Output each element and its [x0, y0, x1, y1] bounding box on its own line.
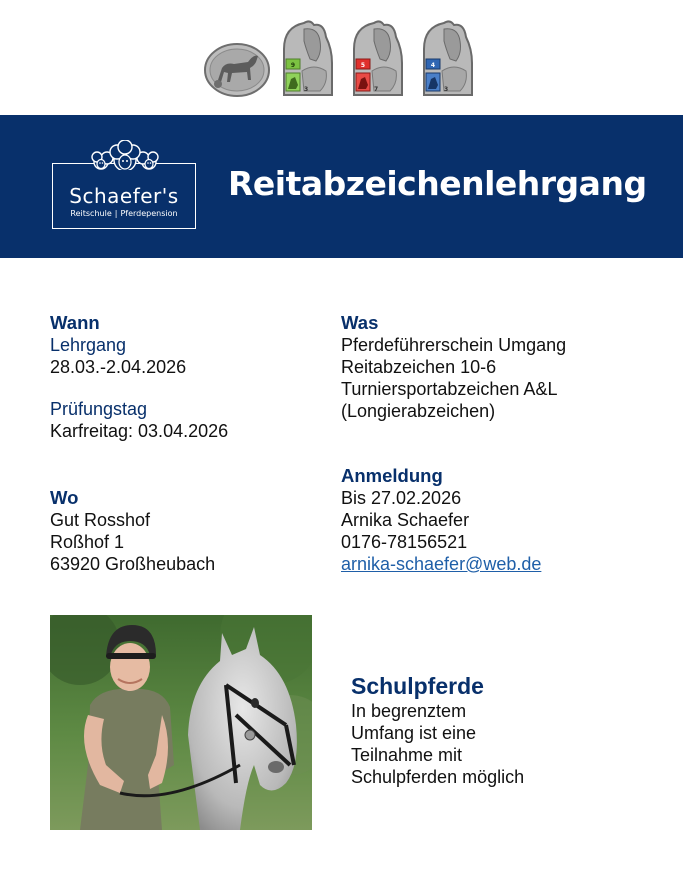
wann-heading: Wann [50, 312, 100, 333]
wo-line: Gut Rosshof [50, 510, 151, 530]
schulpferde-line: Teilnahme mit [351, 745, 463, 765]
wann-section [50, 312, 228, 442]
logo-subtitle [53, 209, 195, 218]
sheep-logo-icon [89, 140, 161, 178]
was-line: (Longierabzeichen) [341, 401, 496, 421]
wo-section [50, 487, 215, 575]
badge-blue-number-top: 4 [430, 62, 436, 69]
schulpferde-line: In begrenztem [351, 701, 467, 721]
badge-green-number-top: 9 [290, 62, 296, 69]
contact-email-link[interactable]: arnika-schaefer@web.de [341, 554, 542, 574]
was-line: Pferdeführerschein Umgang [341, 335, 567, 355]
pruefungstag-value: Karfreitag: 03.04.2026 [50, 421, 229, 441]
logo-sub-right: Pferdepension [120, 209, 178, 218]
horse-badge-green-icon [280, 19, 336, 97]
pruefungstag-label: Prüfungstag [50, 399, 148, 419]
badge-red-number-bottom: 7 [374, 86, 379, 93]
rider-horse-photo [50, 615, 312, 830]
schulpferde-section [351, 672, 524, 788]
logo-sub-left: Reitschule [70, 209, 112, 218]
horse-medal-icon [204, 42, 270, 98]
anmeldung-deadline: Bis 27.02.2026 [341, 488, 462, 508]
logo-sub-separator: | [114, 209, 118, 218]
horse-badge-red-icon [350, 19, 406, 97]
schaefers-logo [52, 163, 196, 229]
badge-blue-number-bottom: 3 [444, 86, 449, 93]
was-section [341, 312, 566, 422]
contact-name: Arnika Schaefer [341, 510, 470, 530]
anmeldung-section [341, 465, 541, 575]
schulpferde-line: Umfang ist eine [351, 723, 477, 743]
wo-line: 63920 Großheubach [50, 554, 216, 574]
lehrgang-value: 28.03.-2.04.2026 [50, 357, 187, 377]
horse-badge-blue-icon [420, 19, 476, 97]
wo-line: Roßhof 1 [50, 532, 125, 552]
schulpferde-heading: Schulpferde [351, 673, 484, 699]
was-line: Reitabzeichen 10-6 [341, 357, 497, 377]
badges-row [0, 14, 683, 100]
logo-name: Schaefer's [69, 184, 179, 208]
page-title: Reitabzeichenlehrgang [228, 164, 647, 203]
anmeldung-heading: Anmeldung [341, 465, 443, 486]
schulpferde-line: Schulpferden möglich [351, 767, 525, 787]
was-heading: Was [341, 312, 379, 333]
header-banner [0, 115, 683, 258]
badge-red-number-top: 5 [360, 62, 366, 69]
was-line: Turniersportabzeichen A&L [341, 379, 558, 399]
wo-heading: Wo [50, 487, 79, 508]
contact-phone: 0176-78156521 [341, 532, 468, 552]
lehrgang-label: Lehrgang [50, 335, 127, 355]
badge-green-number-bottom: 3 [304, 86, 309, 93]
